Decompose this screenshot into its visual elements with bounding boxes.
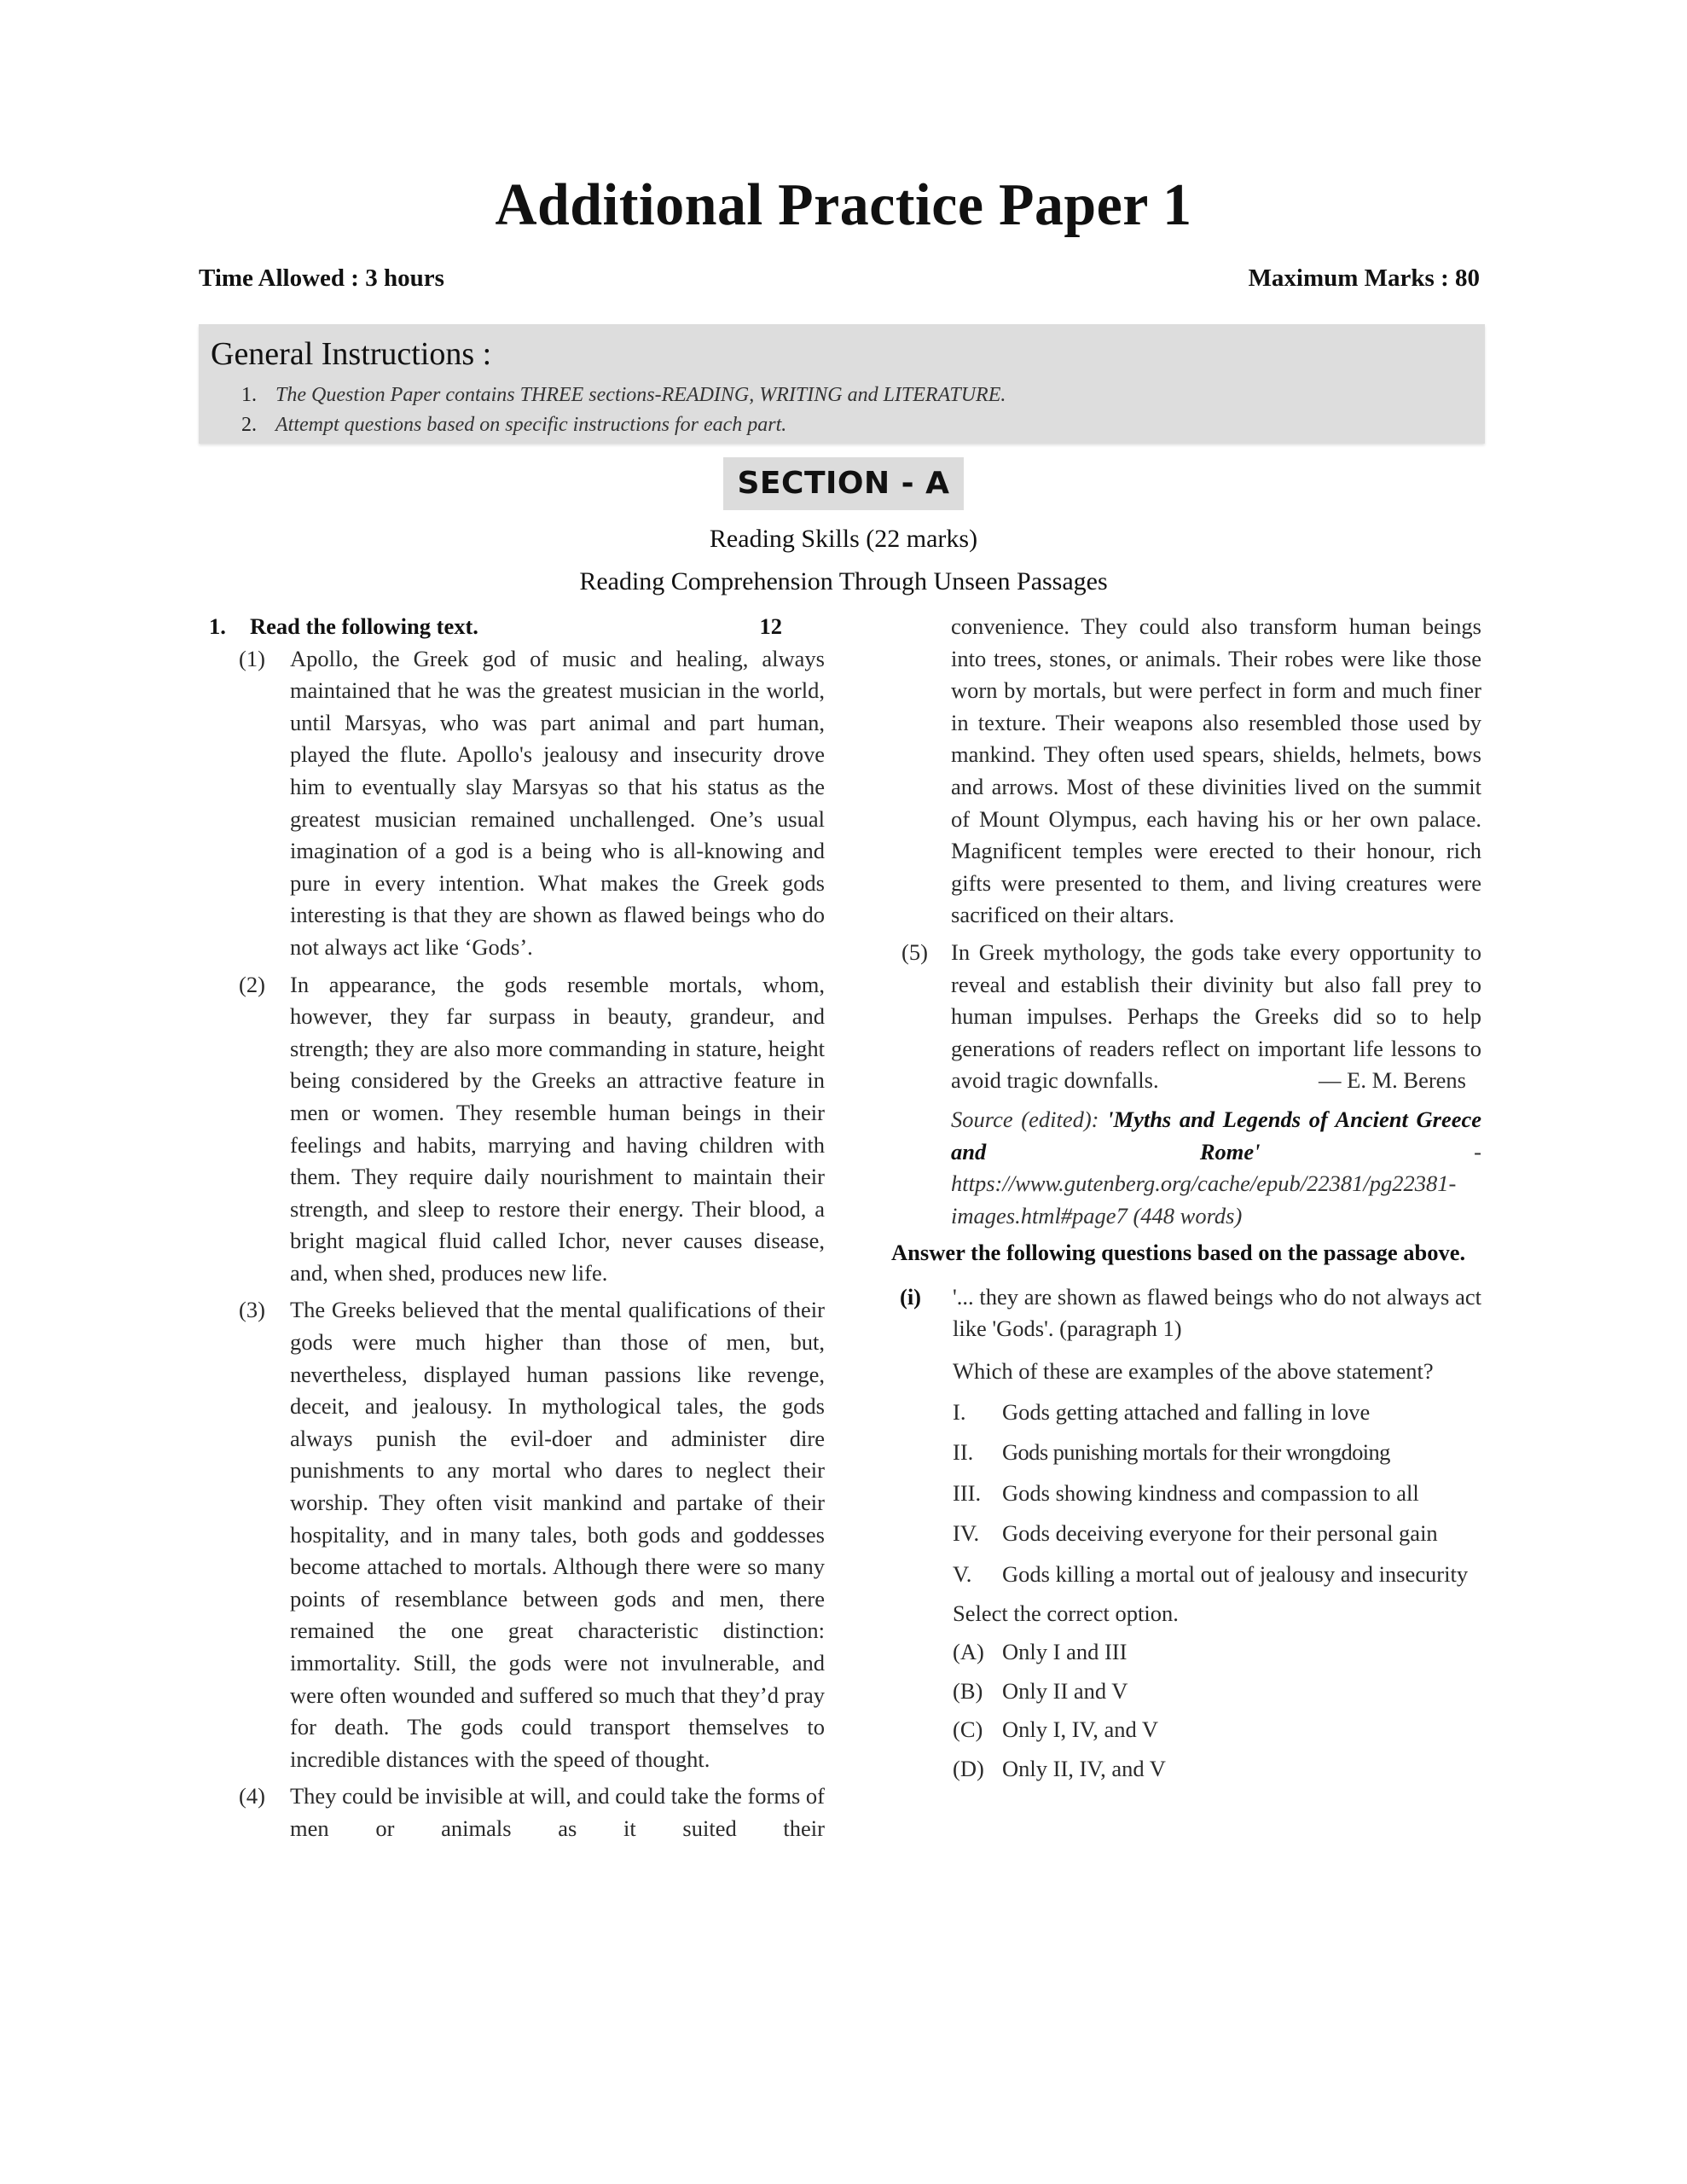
- section-subtitle: Reading Skills (22 marks): [709, 525, 978, 553]
- general-instructions-title: General Instructions :: [211, 336, 492, 372]
- question-number: 1.: [209, 613, 226, 639]
- subquestion-label: (i): [900, 1283, 922, 1310]
- statement-item: [953, 1518, 1481, 1550]
- section-label: SECTION - A: [723, 457, 964, 510]
- passage-paragraph: [209, 1294, 825, 1775]
- passage-paragraph: [209, 643, 825, 964]
- option-text: Only II, IV, and V: [1002, 1756, 1166, 1781]
- paragraph-text: In appearance, the gods resemble mortals, whom, however, they far surpass in beauty, grandeur, and strength; they are also more commanding in stature, height being considered by the Greeks an attractive feature in men or women. They resemble human beings in their feelings and habits, marrying and having children with them. They require daily nourishment to maintain their strength, and sleep to restore their energy. Their blood, a bright magical fluid called Ichor, never causes disease, and, when shed, produces new life.: [290, 971, 825, 1286]
- source-book-title: 'Myths and Legends of Ancient Greece and Rome': [951, 1106, 1482, 1165]
- passage-paragraph: [209, 969, 825, 1290]
- answer-option[interactable]: [953, 1676, 1481, 1708]
- statement-text: Gods punishing mortals for their wrongdoing: [1002, 1439, 1390, 1466]
- right-column: [891, 611, 1481, 1786]
- question-instruction: Read the following text.: [250, 613, 478, 639]
- answer-instruction: Answer the following questions based on the passage above.: [891, 1240, 1466, 1266]
- answer-option[interactable]: [953, 1714, 1481, 1746]
- question-instruction-wrap: [209, 611, 478, 643]
- subquestion-body: [953, 1281, 1481, 1786]
- statement-number: IV.: [953, 1520, 980, 1547]
- statement-number: III.: [953, 1479, 982, 1506]
- answer-option[interactable]: [953, 1753, 1481, 1786]
- statement-item: [953, 1397, 1481, 1429]
- option-label: (C): [953, 1716, 983, 1743]
- statement-item: [953, 1478, 1481, 1510]
- option-label: (D): [953, 1756, 984, 1781]
- time-allowed: Time Allowed : 3 hours: [199, 264, 444, 292]
- statement-item: [953, 1559, 1481, 1591]
- paragraph-number: (2): [239, 971, 265, 997]
- instruction-text: The Question Paper contains THREE sections-READING, WRITING and LITERATURE.: [275, 384, 1006, 406]
- subquestion-quote: '... they are shown as flawed beings who do not always act like 'Gods'. (paragraph 1): [953, 1283, 1481, 1342]
- instruction-item: [241, 380, 1006, 410]
- statement-text: Gods getting attached and falling in love: [1002, 1398, 1371, 1425]
- left-column: [209, 611, 825, 1845]
- statement-text: Gods killing a mortal out of jealousy and insecurity: [1002, 1561, 1469, 1588]
- paragraph-text: Apollo, the Greek god of music and healing, always maintained that he was the greatest musician in the world, until Marsyas, who was part animal and part human, played the flute. Apollo's jealousy and insecurity drove him to eventually slay Marsyas so that his status as the greatest musician remained unchallenged. One’s usual imagination of a god is a being who is all-knowing and pure in every intention. What makes the Greek gods interesting is that they are shown as flawed beings who do not always act like ‘Gods’.: [290, 645, 825, 960]
- passage-paragraph: [209, 1780, 825, 1844]
- paragraph-continuation: convenience. They could also transform human beings into trees, stones, or animals. Their robes were like those worn by mortals, but were perfect in form and much finer in texture. Their weapons also resembled those used by mankind. They often used spears, shields, helmets, bows and arrows. Most of these divinities lived on the summit of Mount Olympus, each having his or her own palace. Magnificent temples were erected to their honour, rich gifts were presented to them, and living creatures were sacrificed on their altars.: [951, 613, 1481, 928]
- paragraph-text: [951, 937, 1481, 1097]
- maximum-marks: Maximum Marks : 80: [1248, 264, 1480, 292]
- option-label: (B): [953, 1677, 983, 1704]
- paragraph-number: (3): [239, 1297, 265, 1323]
- option-text: Only I, IV, and V: [1002, 1716, 1159, 1743]
- paragraph-number: (5): [901, 938, 928, 965]
- paragraph-number: (1): [239, 645, 265, 671]
- section-heading: Reading Comprehension Through Unseen Passages: [579, 567, 1108, 595]
- paragraph-number: (4): [239, 1783, 265, 1809]
- passage-source: [891, 1104, 1481, 1232]
- instruction-number: 2.: [241, 414, 257, 436]
- passage-paragraph: [891, 937, 1481, 1097]
- source-prefix: Source (edited):: [951, 1106, 1108, 1132]
- instruction-item: [241, 410, 1006, 440]
- statement-text: Gods showing kindness and compassion to all: [1002, 1479, 1419, 1506]
- source-url: - https://www.gutenberg.org/cache/epub/22381/pg22381-images.html#page7 (448 words): [951, 1138, 1482, 1228]
- statement-number: V.: [953, 1561, 972, 1588]
- question-header: [209, 611, 825, 643]
- paragraph-text: They could be invisible at will, and could take the forms of men or animals as it suited their: [290, 1783, 826, 1841]
- statement-number: II.: [953, 1439, 974, 1466]
- general-instructions-list: [241, 380, 1006, 440]
- select-prompt: Select the correct option.: [953, 1600, 1179, 1626]
- subquestion-prompt: Which of these are examples of the above statement?: [953, 1358, 1434, 1385]
- question-marks: 12: [759, 613, 782, 639]
- statement-text: Gods deceiving everyone for their personal gain: [1002, 1520, 1438, 1547]
- answer-option[interactable]: [953, 1636, 1481, 1669]
- passage-author: — E. M. Berens: [1319, 1067, 1466, 1094]
- paragraph-text-body: In Greek mythology, the gods take every opportunity to reveal and establish their divinity but also fall prey to human impulses. Perhaps the Greeks did so to help generations of readers reflect on important life lessons to avoid tragic downfalls.: [951, 938, 1481, 1094]
- paragraph-text: The Greeks believed that the mental qualifications of their gods were much higher than those of men, but, nevertheless, displayed human passions like revenge, deceit, and jealousy. In mythological tales, the gods always punish the evil-doer and administer dire punishments to any mortal who dares to neglect their worship. They often visit mankind and partake of their hospitality, and in many tales, both gods and goddesses become attached to mortals. Although there were so many points of resemblance between gods and men, there remained the one great characteristic distinction: immortality. Still, the gods were not invulnerable, and were often wounded and suffered so much that they’d pray for death. The gods could transport themselves to incredible distances with the speed of thought.: [290, 1297, 825, 1772]
- subquestion: [891, 1281, 1481, 1786]
- statement-item: [953, 1437, 1481, 1469]
- instruction-number: 1.: [241, 384, 257, 406]
- general-instructions-box: [199, 324, 1485, 444]
- instruction-text: Attempt questions based on specific instructions for each part.: [275, 414, 787, 436]
- statement-number: I.: [953, 1398, 966, 1425]
- option-label: (A): [953, 1639, 984, 1665]
- option-text: Only I and III: [1002, 1639, 1128, 1665]
- page-title: Additional Practice Paper 1: [495, 172, 1192, 238]
- option-text: Only II and V: [1002, 1677, 1128, 1704]
